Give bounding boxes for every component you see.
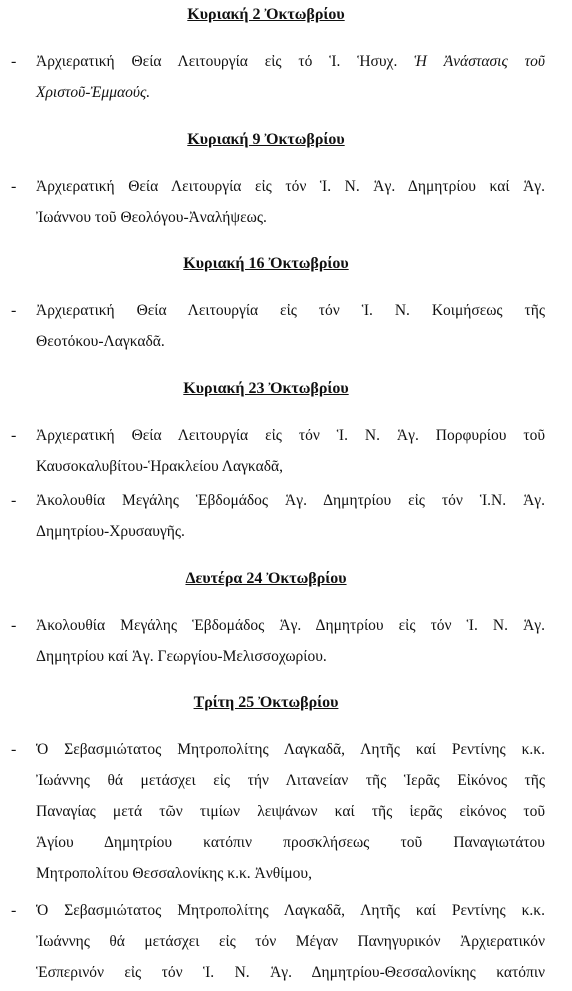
section-heading: Κυριακή 9 Ὀκτωβρίου xyxy=(187,131,345,148)
list-item-text xyxy=(36,46,545,108)
text-line: Θεοτόκου-Λαγκαδᾶ. xyxy=(36,333,165,350)
section-heading: Κυριακή 23 Ὀκτωβρίου xyxy=(183,380,349,397)
text-line: Ὁ Σεβασμιώτατος Μητροπολίτης Λαγκαδᾶ, Λητῆς καί Ρεντίνης κ.κ. xyxy=(36,741,545,758)
list-item-text xyxy=(36,895,545,988)
text-line: Ἑσπερινόν εἰς τόν Ἱ. Ν. Ἁγ. Δημητρίου-Θεσσαλονίκης κατόπιν xyxy=(36,964,545,981)
text-line: Δημητρίου-Χρυσαυγῆς. xyxy=(36,523,185,540)
list-item-text xyxy=(36,420,545,482)
section-heading: Κυριακή 16 Ὀκτωβρίου xyxy=(183,255,349,272)
list-bullet: - xyxy=(11,741,17,758)
text-line: Ἀκολουθία Μεγάλης Ἑβδομάδος Ἁγ. Δημητρίου εἰς τόν Ἱ.Ν. Ἁγ. xyxy=(36,492,545,509)
text-line: Παναγίας μετά τῶν τιμίων λειψάνων καί τῆς ἱερᾶς εἰκόνος τοῦ xyxy=(36,803,545,820)
text-line: Ἀρχιερατική Θεία Λειτουργία εἰς τόν Ἱ. Ν. Κοιμήσεως τῆς xyxy=(36,302,545,319)
list-item-text xyxy=(36,610,545,672)
text-line: Ἁγίου Δημητρίου κατόπιν προσκλήσεως τοῦ Παναγιωτάτου xyxy=(36,834,545,851)
text-line: Καυσοκαλυβίτου-Ἡρακλείου Λαγκαδᾶ, xyxy=(36,458,284,475)
text-line: Ἀρχιερατική Θεία Λειτουργία εἰς τόν Ἱ. Ν. Ἁγ. Πορφυρίου τοῦ xyxy=(36,427,545,444)
list-bullet: - xyxy=(11,617,17,634)
list-bullet: - xyxy=(11,492,17,509)
list-bullet: - xyxy=(11,902,17,919)
text-line-italic: Χριστοῦ-Ἐμμαούς. xyxy=(36,84,151,101)
list-bullet: - xyxy=(11,302,17,319)
text-line: Ἀρχιερατική Θεία Λειτουργία εἰς τό Ἱ. Ἡσυχ. xyxy=(36,53,398,70)
text-line: Ἀρχιερατική Θεία Λειτουργία εἰς τόν Ἱ. Ν. Ἁγ. Δημητρίου καί Ἁγ. xyxy=(36,178,545,195)
text-line: Μητροπολίτου Θεσσαλονίκης κ.κ. Ἀνθίμου, xyxy=(36,865,312,882)
list-item-text xyxy=(36,485,545,547)
section-heading: Κυριακή 2 Ὀκτωβρίου xyxy=(187,6,345,23)
list-bullet: - xyxy=(11,427,17,444)
text-line: Ἀκολουθία Μεγάλης Ἑβδομάδος Ἁγ. Δημητρίου εἰς τόν Ἱ. Ν. Ἁγ. xyxy=(36,617,545,634)
text-line: Ἰωάννου τοῦ Θεολόγου-Ἀναλήψεως. xyxy=(36,209,267,226)
text-line-italic: Ἡ Ἀνάστασις τοῦ xyxy=(414,53,546,70)
text-line: Ἰωάννης θά μετάσχει εἰς τόν Μέγαν Πανηγυρικόν Ἀρχιερατικόν xyxy=(36,933,545,950)
text-line: Δημητρίου καί Ἁγ. Γεωργίου-Μελισσοχωρίου. xyxy=(36,648,327,665)
text-line: Ὁ Σεβασμιώτατος Μητροπολίτης Λαγκαδᾶ, Λητῆς καί Ρεντίνης κ.κ. xyxy=(36,902,545,919)
list-item-text xyxy=(36,295,545,357)
list-bullet: - xyxy=(11,53,17,70)
list-bullet: - xyxy=(11,178,17,195)
text-line: Ἰωάννης θά μετάσχει εἰς τήν Λιτανείαν τῆς Ἱερᾶς Εἰκόνος τῆς xyxy=(36,772,545,789)
list-item-text xyxy=(36,171,545,233)
section-heading: Τρίτη 25 Ὀκτωβρίου xyxy=(193,694,339,711)
list-item-text xyxy=(36,734,545,889)
section-heading: Δευτέρα 24 Ὀκτωβρίου xyxy=(185,570,347,587)
